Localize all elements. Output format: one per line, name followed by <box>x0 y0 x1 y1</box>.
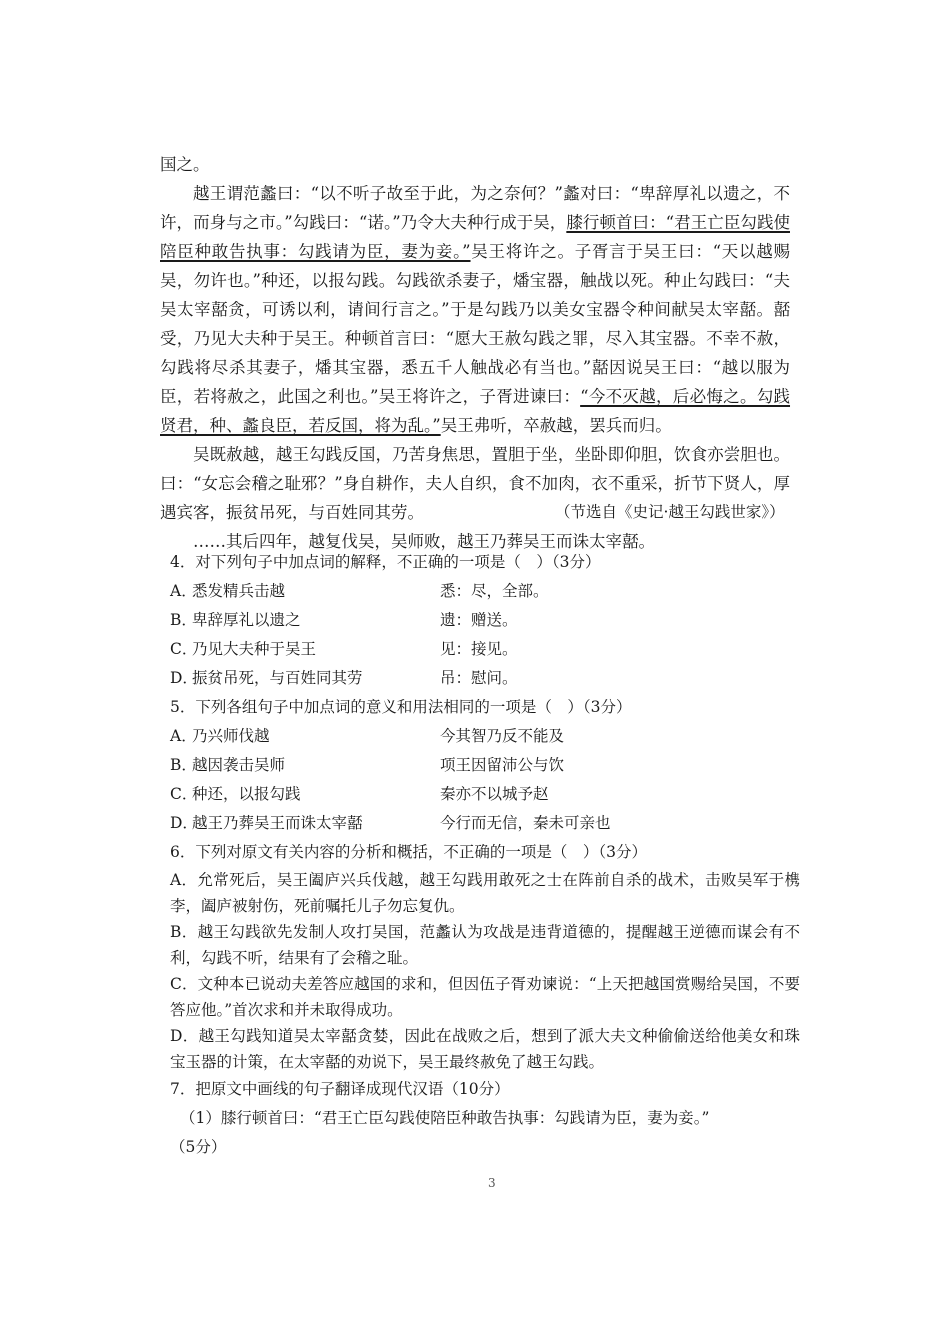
question-6-stem: 6．下列对原文有关内容的分析和概括，不正确的一项是（ ）（3分） <box>170 843 647 861</box>
option-explanation: 悉：尽，全部。 <box>440 582 549 600</box>
question-5-option <box>170 809 800 838</box>
option-sentence: 振贫吊死，与百姓同其劳 <box>192 669 363 687</box>
passage-paragraph <box>160 179 790 440</box>
question-4-option <box>170 606 800 635</box>
question-4-option <box>170 577 800 606</box>
question-6-option-c: C．文种本已说动夫差答应越国的求和，但因伍子胥劝谏说：“上天把越国赏赐给吴国，不要答应他。”首次求和并未取得成功。 <box>170 975 800 1019</box>
source-citation: （节选自《史记·越王勾践世家》） <box>555 503 785 521</box>
option-sentence: 项王因留沛公与饮 <box>440 756 565 774</box>
question-7-sub-1-score: （5分） <box>170 1138 227 1156</box>
underlined-sentence-1: 膝行顿首曰：“君王亡臣勾践使陪臣种敢告执事：勾践请为臣，妻为妾。” <box>160 213 790 261</box>
option-explanation: 遗：赠送。 <box>440 611 518 629</box>
passage <box>160 150 790 556</box>
question-5-option <box>170 780 800 809</box>
option-sentence: 越因袭击吴师 <box>192 756 286 774</box>
page-number: 3 <box>488 1176 496 1190</box>
question-4-stem: 4．对下列句子中加点词的解释，不正确的一项是（ ）（3分） <box>170 553 601 571</box>
option-sentence: 悉发精兵击越 <box>192 582 286 600</box>
question-6-option-b: B．越王勾践欲先发制人攻打吴国，范蠡认为攻战是违背道德的，提醒越王逆德而谋会有不利，勾践不听，结果有了会稽之耻。 <box>170 923 800 967</box>
option-sentence: 卑辞厚礼以遗之 <box>192 611 301 629</box>
passage-text: 越王谓范蠡曰：“以不听子故至于此，为之奈何？”蠡对曰：“卑辞厚礼以遗之，不许，而身与之市。”勾践曰：“诺。”乃令大夫种行成于吴， <box>160 184 790 232</box>
question-5-option <box>170 722 800 751</box>
option-label: A． <box>170 727 197 745</box>
option-sentence: 越王乃葬吴王而诛太宰嚭 <box>192 814 363 832</box>
option-explanation: 吊：慰问。 <box>440 669 518 687</box>
underlined-sentence-2: “今不灭越，后必悔之。勾践贤君，种、蠡良臣，若反国，将为乱。” <box>160 387 791 435</box>
passage-paragraph: ……其后四年，越复伐吴，吴师败，越王乃葬吴王而诛太宰嚭。 <box>193 532 655 551</box>
question-5-stem: 5．下列各组句子中加点词的意义和用法相同的一项是（ ）（3分） <box>170 698 632 716</box>
option-sentence: 今行而无信，秦未可亲也 <box>440 814 611 832</box>
passage-text: 吴王将许之。子胥言于吴王曰：“天以越赐吴，勿许也。”种还，以报勾践。勾践欲杀妻子，燔宝器，触战以死。种止勾践曰：“夫吴太宰嚭贪，可诱以利，请间行言之。”于是勾践乃以美女宝器令种间献吴太宰嚭。嚭受，乃见大夫种于吴王。种顿首言曰：“愿大王赦勾践之罪，尽入其宝器。不幸不赦，勾践将尽杀其妻子，燔其宝器，悉五千人触战必有当也。”嚭因说吴王曰：“越以服为臣，若将赦之，此国之利也。”吴王将许之，子胥进谏曰： <box>160 242 791 406</box>
option-label: D． <box>170 814 198 832</box>
option-sentence: 秦亦不以城予赵 <box>440 785 549 803</box>
question-4-option <box>170 664 800 693</box>
question-6-option-d: D．越王勾践知道吴太宰嚭贪婪，因此在战败之后，想到了派大夫文种偷偷送给他美女和珠宝玉器的计策，在太宰嚭的劝说下，吴王最终赦免了越王勾践。 <box>170 1027 800 1071</box>
passage-paragraph: 国之。 <box>160 155 210 174</box>
question-7-sub-1: （1）膝行顿首曰：“君王亡臣勾践使陪臣种敢告执事：勾践请为臣，妻为妾。” <box>180 1109 710 1127</box>
question-5-option <box>170 751 800 780</box>
question-7-stem: 7．把原文中画线的句子翻译成现代汉语（10分） <box>170 1080 510 1098</box>
option-label: B． <box>170 611 197 629</box>
option-label: B． <box>170 756 197 774</box>
option-sentence: 乃见大夫种于吴王 <box>192 640 317 658</box>
option-label: C． <box>170 785 198 803</box>
option-sentence: 种还，以报勾践 <box>192 785 301 803</box>
question-4-option <box>170 635 800 664</box>
option-label: A． <box>170 582 197 600</box>
passage-paragraph: 吴既赦越，越王勾践反国，乃苦身焦思，置胆于坐，坐卧即仰胆，饮食亦尝胆也。曰：“女忘会稽之耻邪？”身自耕作，夫人自织，食不加肉，衣不重采，折节下贤人，厚遇宾客，振贫吊死，与百姓同其劳。 <box>160 445 790 522</box>
option-label: C． <box>170 640 198 658</box>
option-sentence: 乃兴师伐越 <box>192 727 270 745</box>
option-sentence: 今其智乃反不能及 <box>440 727 565 745</box>
option-explanation: 见：接见。 <box>440 640 518 658</box>
questions <box>170 548 800 1162</box>
passage-text: 吴王弗听，卒赦越，罢兵而归。 <box>440 416 672 435</box>
option-label: D． <box>170 669 198 687</box>
question-6-option-a: A．允常死后，吴王阖庐兴兵伐越，越王勾践用敢死之士在阵前自杀的战术，击败吴军于槜李，阖庐被射伤，死前嘱托儿子勿忘复仇。 <box>170 871 800 915</box>
